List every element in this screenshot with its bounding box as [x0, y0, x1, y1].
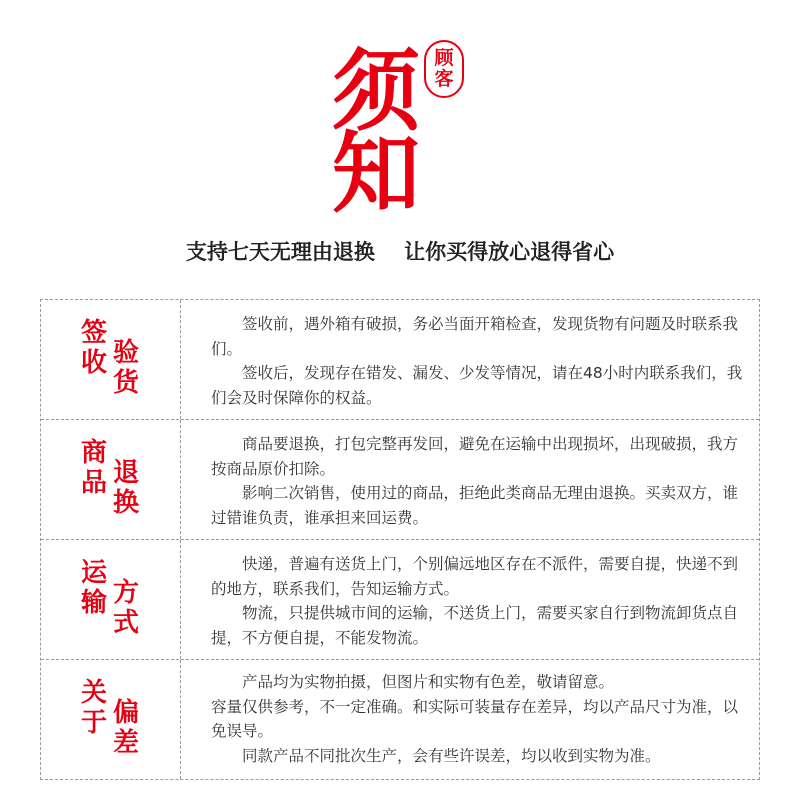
section-text — [211, 312, 743, 410]
label-col2: 验货 — [112, 338, 139, 398]
paragraph: 物流，只提供城市间的运输，不送货上门，需要买家自行到物流卸货点自提，不方便自提，不能发物流。 — [211, 604, 739, 647]
label-col2: 方式 — [112, 578, 139, 638]
section-text — [211, 670, 743, 768]
paragraph: 签收后，发现存在错发、漏发、少发等情况，请在48小时内联系我们，我们会及时保障你的权益。 — [211, 364, 743, 407]
section-return-exchange — [41, 420, 759, 540]
label-col1: 关于 — [80, 678, 107, 738]
label-col1: 运输 — [80, 558, 107, 618]
title-char-zhi: 知 — [332, 122, 421, 225]
title-char-xu: 须 — [332, 40, 421, 143]
section-inspection — [41, 300, 759, 420]
paragraph: 影响二次销售，使用过的商品，拒绝此类商品无理由退换。买卖双方，谁过错谁负责，谁承担来回运费。 — [211, 484, 739, 527]
seal-char-ke: 客 — [434, 68, 454, 90]
label-col2: 偏差 — [112, 698, 139, 758]
section-text — [211, 552, 743, 650]
notice-panel — [40, 299, 760, 780]
section-shipping — [41, 540, 759, 660]
section-text — [211, 432, 743, 530]
section-label — [41, 540, 181, 659]
paragraph: 产品均为实物拍摄，但图片和实物有色差，敬请留意。 — [242, 673, 615, 691]
label-col2: 退换 — [112, 458, 139, 518]
slogan: 支持七天无理由退换 让你买得放心退得省心 — [185, 240, 615, 264]
paragraph: 同款产品不同批次生产，会有些许误差，均以收到实物为准。 — [242, 746, 661, 765]
section-label — [41, 300, 181, 419]
section-label — [41, 420, 181, 539]
paragraph: 签收前，遇外箱有破损，务必当面开箱检查，发现货物有问题及时联系我们。 — [211, 315, 739, 358]
paragraph: 快递，普遍有送货上门，个别偏远地区存在不派件，需要自提，快递不到的地方，联系我们，告知运输方式。 — [211, 555, 739, 598]
paragraph: 商品要退换，打包完整再发回，避免在运输中出现损坏，出现破损，我方按商品原价扣除。 — [211, 435, 739, 478]
paragraph: 容量仅供参考，不一定准确。和实际可装量存在差异，均以产品尺寸为准，以免误导。 — [211, 697, 739, 740]
seal-char-gu: 顾 — [434, 47, 454, 69]
label-col1: 签收 — [80, 318, 107, 378]
section-deviation — [41, 660, 759, 779]
customer-seal — [424, 40, 464, 98]
label-col1: 商品 — [80, 438, 107, 498]
section-label — [41, 660, 181, 779]
